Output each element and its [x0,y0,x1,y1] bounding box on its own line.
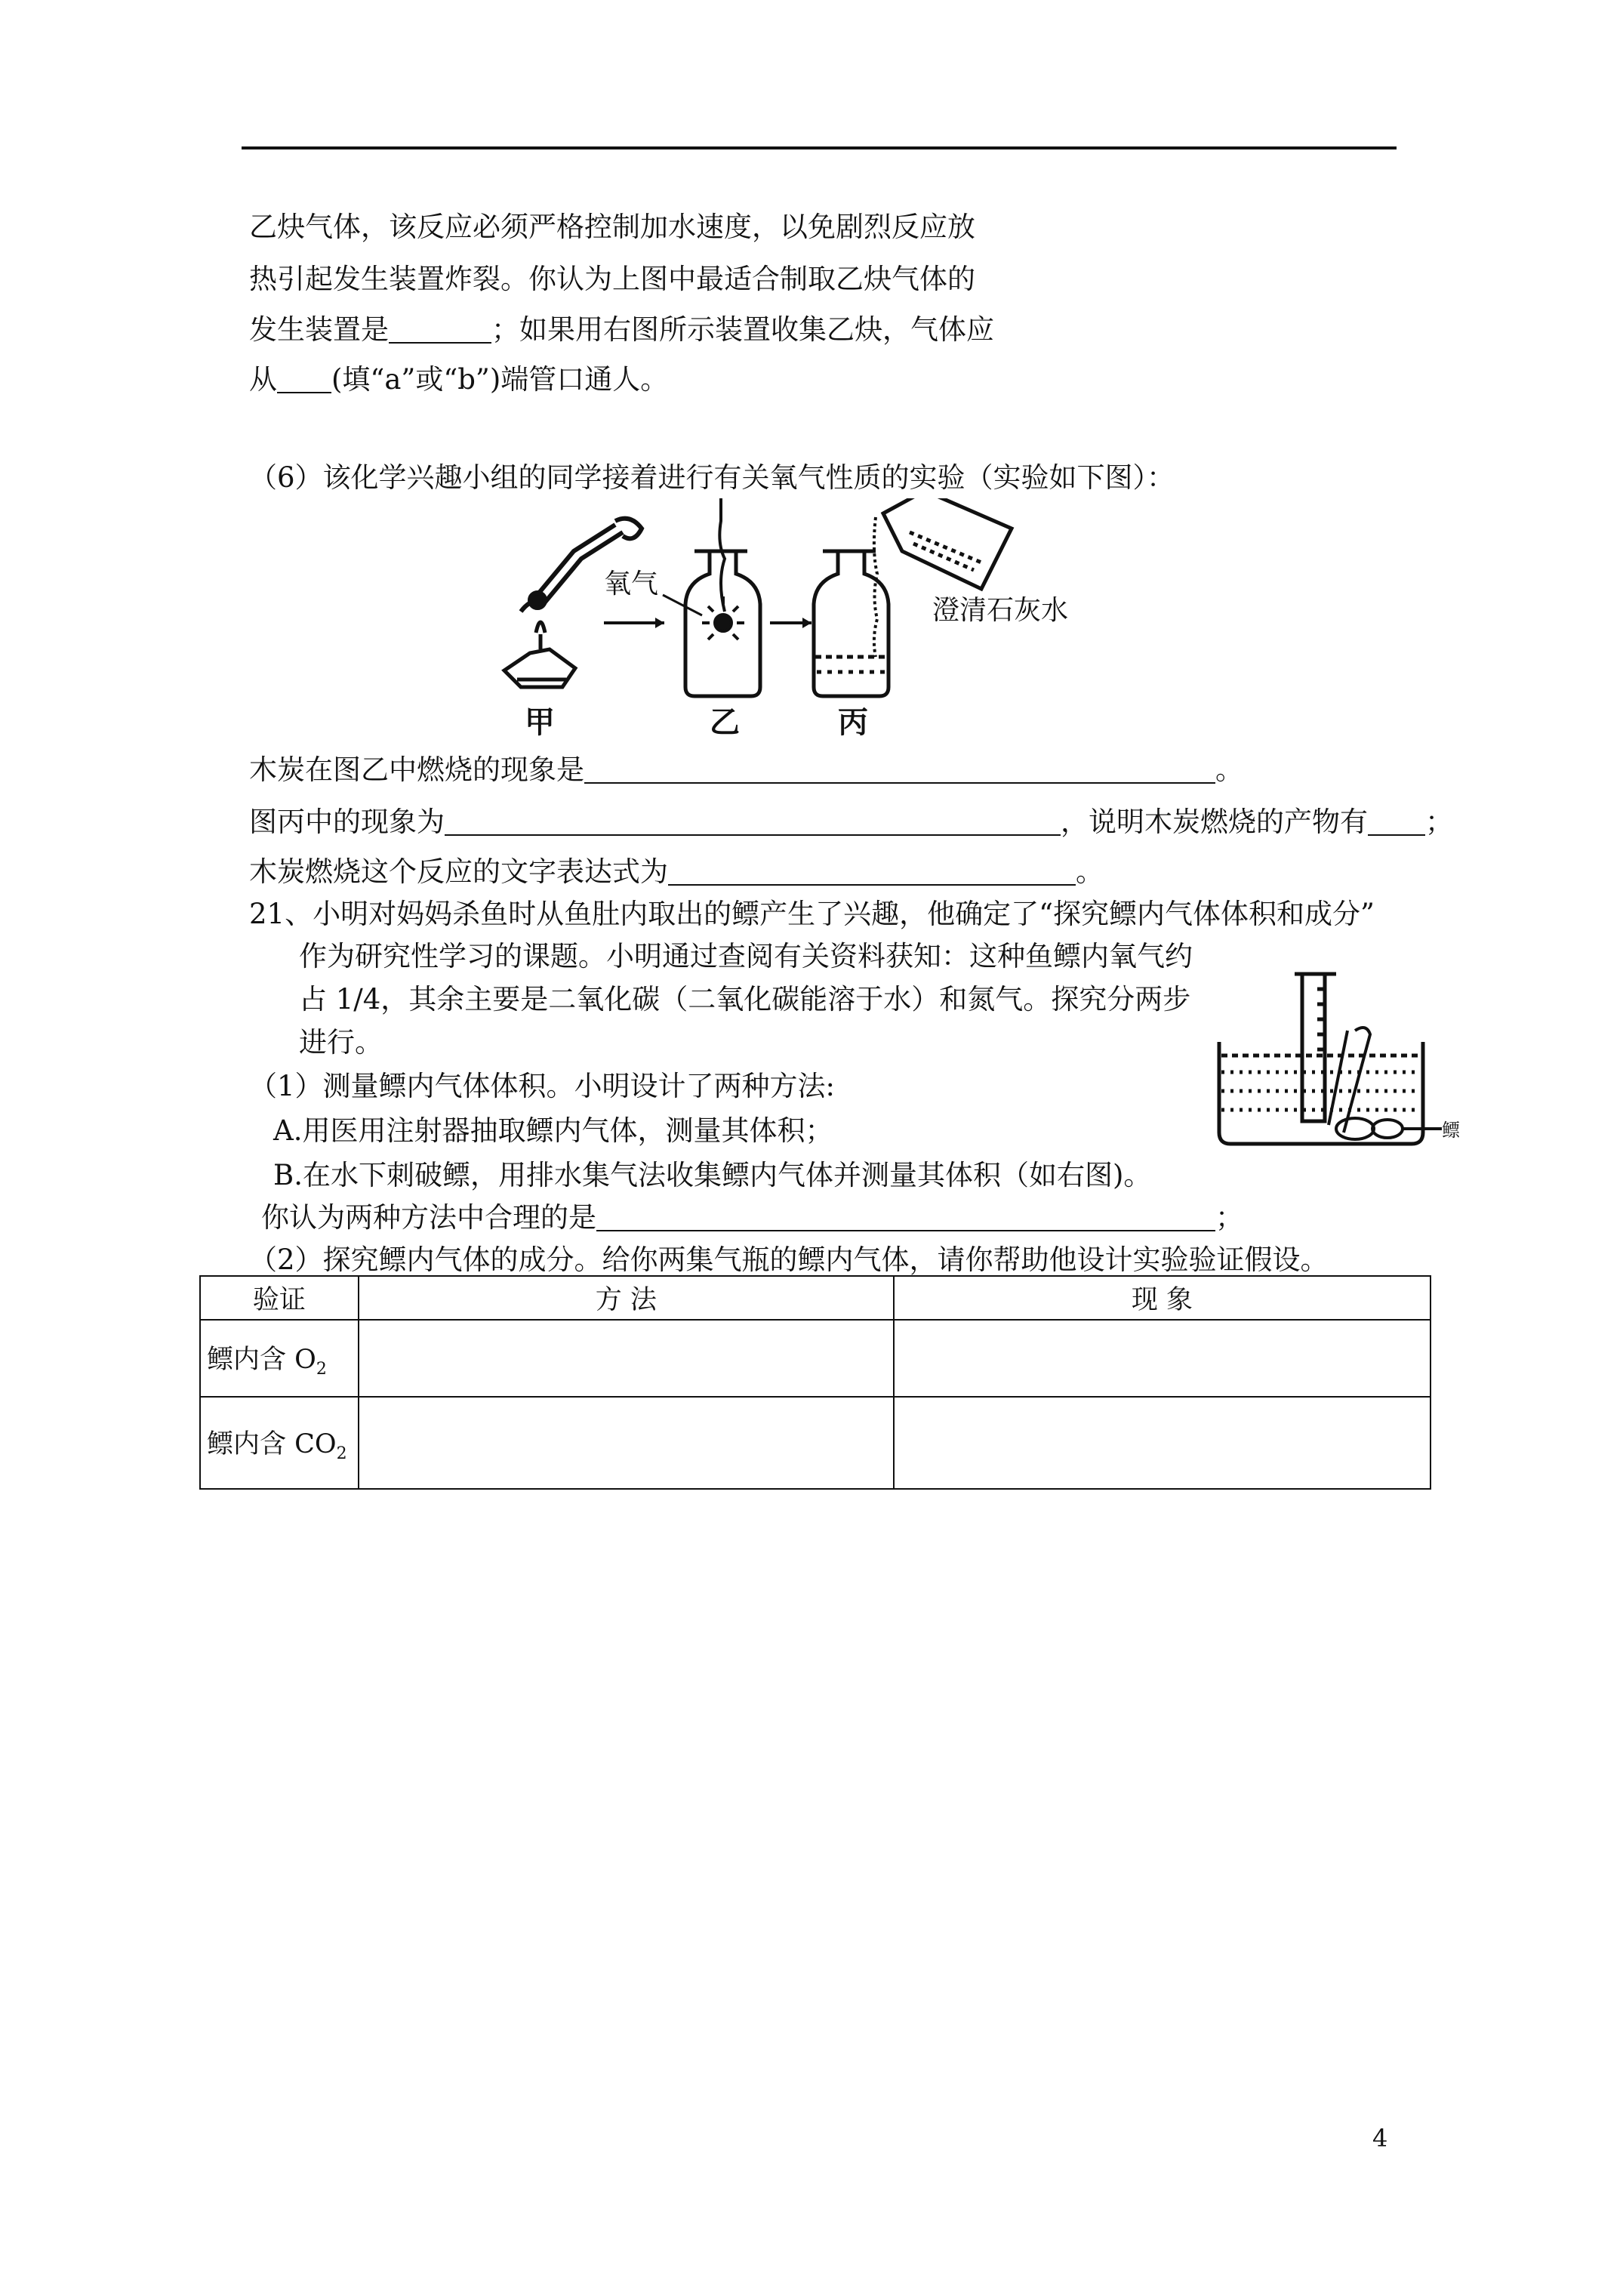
text: ；如果用右图所示装置收集乙炔，气体应 [491,313,994,346]
subscript: 2 [336,1444,347,1463]
page-number: 4 [1372,2124,1388,2153]
label-bladder: 鳔 [1442,1120,1460,1141]
q21-ask [261,1199,1243,1237]
label-limewater: 澄清石灰水 [932,595,1069,626]
text: 发生装置是 [249,313,389,346]
text: 。 [1076,855,1104,888]
q21-option-a: A.用医用注射器抽取鳔内气体，测量其体积； [273,1114,833,1147]
row-label [200,1397,359,1489]
q21-part-2: （2）探究鳔内气体的成分。给你两集气瓶的鳔内气体，请你帮助他设计实验验证假设。 [249,1244,1329,1276]
answer-blank-phenomenon-yi[interactable] [584,755,1215,784]
q21-option-b: B.在水下刺破鳔，用排水集气法收集鳔内气体并测量其体积（如右图)。 [273,1159,1152,1191]
answer-blank-device[interactable] [389,315,491,344]
header-verify: 验证 [200,1276,359,1320]
table-row [200,1397,1431,1489]
answer-blank-phenomenon-bing[interactable] [445,807,1061,836]
tube-icon [1329,1028,1370,1133]
q21-line-4: 进行。 [299,1026,383,1059]
text: ； [1425,806,1453,838]
text: 图丙中的现象为 [249,806,445,838]
gas-collection-figure [1215,959,1464,1163]
text: ； [1215,1201,1243,1234]
water-trough-icon [1219,1042,1423,1144]
label-bing: 丙 [838,705,868,740]
limewater-pour-icon [874,517,877,657]
label-yi: 乙 [710,705,740,740]
continuation-line-3 [249,311,994,349]
answer-blank-product[interactable] [1368,807,1425,836]
text: ，说明木炭燃烧的产物有 [1061,806,1368,838]
verification-table [199,1275,1431,1490]
header-method: 方 法 [359,1276,894,1320]
subscript: 2 [316,1359,327,1379]
q6-line-1 [249,751,1243,789]
method-cell[interactable] [359,1320,894,1397]
answer-blank-equation[interactable] [668,857,1076,886]
table-header-row [200,1276,1431,1320]
text: 。 [1215,754,1243,786]
phenomenon-cell[interactable] [894,1320,1431,1397]
table-row [200,1320,1431,1397]
label-jia: 甲 [525,705,555,740]
text: 木炭燃烧这个反应的文字表达式为 [249,855,668,888]
swim-bladder-icon [1336,1118,1442,1139]
oxygen-experiment-figure [491,498,1110,740]
header-phenomenon: 现 象 [894,1276,1431,1320]
q6-line-2 [249,803,1453,841]
q6-line-3 [249,853,1104,891]
answer-blank-port[interactable] [277,365,331,393]
q21-part-1: （1）测量鳔内气体体积。小明设计了两种方法: [249,1070,836,1102]
q21-line-2: 作为研究性学习的课题。小明通过查阅有关资料获知：这种鱼鳔内氧气约 [299,940,1193,972]
oxygen-pointer-icon [663,595,702,615]
label-oxygen: 氧气 [604,569,659,599]
row-label-text: 鳔内含 CO [207,1428,337,1459]
phenomenon-cell[interactable] [894,1397,1431,1489]
continuation-line-1: 乙炔气体，该反应必须严格控制加水速度，以免剧烈反应放 [249,211,975,243]
q21-line-1: 21、小明对妈妈杀鱼时从鱼肚内取出的鳔产生了兴趣，他确定了“探究鳔内气体体积和成分” [249,898,1375,930]
arrow-head-2-icon [802,618,812,628]
continuation-line-4 [249,361,668,399]
arrow-head-1-icon [655,618,664,628]
measuring-cylinder-icon [1295,974,1336,1121]
q21-line-3: 占 1/4，其余主要是二氧化碳（二氧化碳能溶于水）和氮气。探究分两步 [299,983,1191,1015]
row-label [200,1320,359,1397]
header-rule [242,146,1397,149]
method-cell[interactable] [359,1397,894,1489]
row-label-text: 鳔内含 O [207,1344,316,1375]
text: 木炭在图乙中燃烧的现象是 [249,754,584,786]
text: 从 [249,363,277,396]
q6-intro: （6）该化学兴趣小组的同学接着进行有关氧气性质的实验（实验如下图）： [249,461,1175,494]
text: 你认为两种方法中合理的是 [261,1201,596,1234]
beaker-icon [883,498,1012,589]
answer-blank-method[interactable] [596,1203,1215,1231]
text: (填“a”或“b”)端管口通人。 [331,363,669,396]
alcohol-lamp-icon [504,622,575,687]
continuation-line-2: 热引起发生装置炸裂。你认为上图中最适合制取乙炔气体的 [249,263,975,295]
